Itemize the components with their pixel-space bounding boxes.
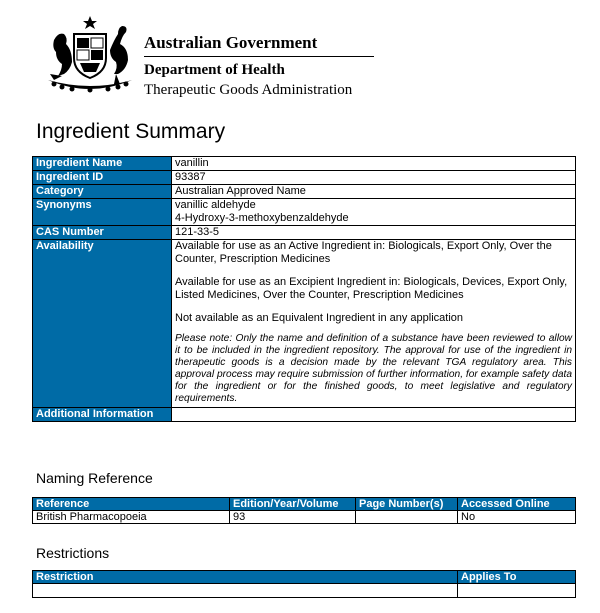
header-divider [144,56,374,57]
column-header-accessed-online: Accessed Online [458,498,576,511]
department-name: Department of Health [144,62,285,78]
table-row [33,199,576,226]
applies-to-cell [458,584,576,598]
cas-number-label: CAS Number [33,226,172,240]
ingredient-id-value: 93387 [172,171,576,185]
naming-reference-title: Naming Reference [36,470,153,486]
ingredient-id-label: Ingredient ID [33,171,172,185]
availability-label: Availability [33,240,172,408]
synonyms-value [172,199,576,226]
synonym-item: vanillic aldehyde [175,199,256,211]
category-value: Australian Approved Name [172,185,576,199]
naming-reference-table [32,497,576,524]
table-row [33,226,576,240]
table-row [33,171,576,185]
restrictions-table [32,570,576,598]
column-header-reference: Reference [33,498,230,511]
page-title: Ingredient Summary [36,120,226,143]
table-row [33,185,576,199]
accessed-online-cell: No [458,511,576,524]
table-row [33,584,576,598]
ingredient-name-value: vanillin [172,157,576,171]
additional-information-label: Additional Information [33,408,172,422]
equivalent-availability-text: Not available as an Equivalent Ingredient in any application [175,312,464,324]
column-header-restriction: Restriction [33,571,458,584]
column-header-edition: Edition/Year/Volume [230,498,356,511]
active-availability-text: Available for use as an Active Ingredient in: Biologicals, Export Only, Over the Counter, Prescription Medicines [175,240,552,265]
category-label: Category [33,185,172,199]
agency-name: Therapeutic Goods Administration [144,82,353,98]
cas-number-value: 121-33-5 [172,226,576,240]
additional-information-value [172,408,576,422]
availability-value [172,240,576,408]
table-header-row [33,571,576,584]
government-title: Australian Government [144,33,318,52]
reference-cell: British Pharmacopoeia [33,511,230,524]
ingredient-name-label: Ingredient Name [33,157,172,171]
coat-of-arms-logo [44,14,136,94]
restriction-cell [33,584,458,598]
approval-note: Please note: Only the name and definition of a substance have been reviewed to allow it to be included in the ingredient repository. The approval for use of the ingredient in therapeutic goods is a decision made by the relevant TGA regulatory area. This approval process may require submission of further information, for example safety data for the ingredient or for the finished goods, to meet legislative and regulatory requirements. [175,333,572,404]
restrictions-title: Restrictions [36,545,110,561]
excipient-availability-text: Available for use as an Excipient Ingredient in: Biologicals, Devices, Export Only, Listed Medicines, Over the Counter, Prescription Medicines [175,276,568,301]
table-row [33,408,576,422]
table-row [33,240,576,408]
table-header-row [33,498,576,511]
column-header-applies-to: Applies To [458,571,576,584]
ingredient-summary-table [32,156,576,422]
table-row [33,157,576,171]
column-header-page-numbers: Page Number(s) [356,498,458,511]
table-row [33,511,576,524]
synonyms-label: Synonyms [33,199,172,226]
edition-cell: 93 [230,511,356,524]
synonym-item: 4-Hydroxy-3-methoxybenzaldehyde [175,212,349,224]
page-numbers-cell [356,511,458,524]
